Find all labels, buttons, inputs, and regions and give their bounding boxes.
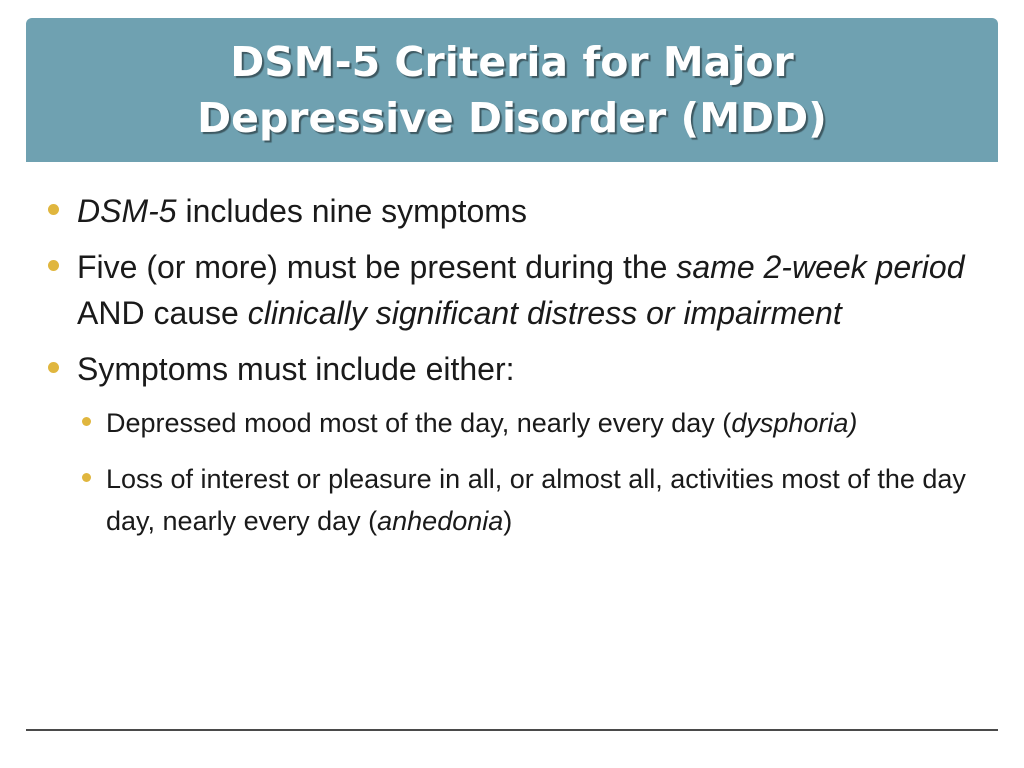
bullet-dot-icon (48, 362, 59, 373)
sub-bullet-text: ) (503, 506, 513, 536)
bullet-item-symptoms-must-include (44, 346, 994, 392)
bullet-text: Five (or more) must be present during the (77, 249, 677, 285)
bullet-list (44, 188, 994, 556)
title-line-2: Depressive Disorder (MDD) (197, 94, 827, 142)
bullet-italic-text: same 2-week period (676, 249, 965, 285)
sub-bullet-item-anhedonia (44, 458, 994, 542)
bullet-text: includes nine symptoms (176, 193, 527, 229)
bullet-italic-text: clinically significant distress or impairment (247, 295, 842, 331)
sub-bullet-dot-icon (82, 417, 91, 426)
sub-bullet-text: Depressed mood most of the day, nearly every day ( (106, 408, 732, 438)
bullet-item-nine-symptoms (44, 188, 994, 234)
bullet-dot-icon (48, 260, 59, 271)
title-bar (26, 18, 998, 162)
sub-bullet-item-dysphoria (44, 402, 994, 444)
footer-divider (26, 729, 998, 731)
bullet-text: AND cause (77, 295, 248, 331)
slide-title (197, 34, 827, 146)
sub-bullet-italic-text: anhedonia (377, 506, 504, 536)
title-line-1: DSM-5 Criteria for Major (230, 38, 794, 86)
bullet-text: Symptoms must include either: (77, 351, 515, 387)
bullet-item-five-or-more (44, 244, 994, 336)
sub-bullet-dot-icon (82, 473, 91, 482)
bullet-dot-icon (48, 204, 59, 215)
sub-bullet-text: Loss of interest or pleasure in all, or almost all, activities most of the day day, nearly every day ( (106, 464, 966, 536)
sub-bullet-italic-text: dysphoria) (731, 408, 858, 438)
bullet-italic-text: DSM-5 (77, 193, 177, 229)
